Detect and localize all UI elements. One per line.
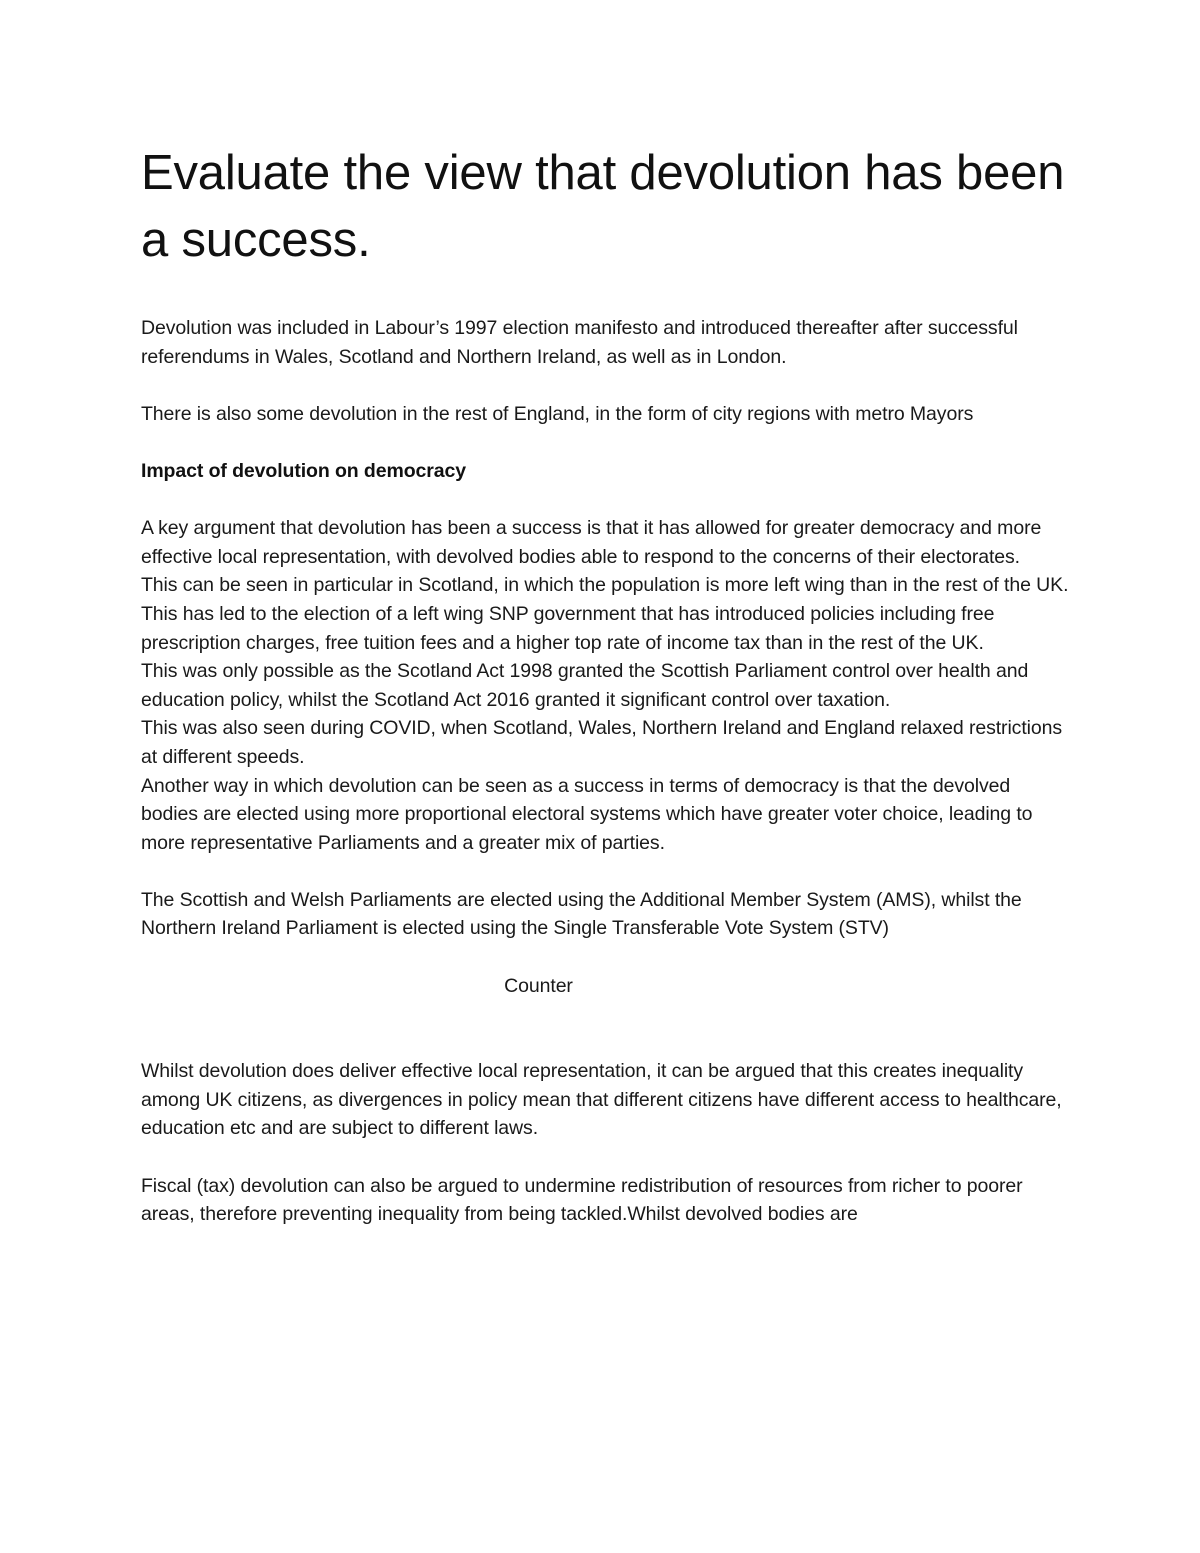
paragraph-ams-stv: The Scottish and Welsh Parliaments are elected using the Additional Member System (AMS), whilst the Northern Ireland Parliament is elected using the Single Transferable Vote System (STV) (141, 888, 1022, 940)
paragraph-electoral-systems: Another way in which devolution can be seen as a success in terms of democracy is that the devolved bodies are elected using more proportional electoral systems which have greater voter choice, leading to more representative Parliaments and a greater mix of parties. (141, 774, 1033, 854)
paragraph-scotland-act: This was only possible as the Scotland Act 1998 granted the Scottish Parliament control over health and education policy, whilst the Scotland Act 2016 granted it significant control over taxation. (141, 660, 1029, 711)
paragraph-scotland-example: This can be seen in particular in Scotland, in which the population is more left wing than in the rest of the UK. This has led to the election of a left wing SNP government that has introduced policies including free prescription charges, free tuition fees and a higher top rate of income tax than in the rest of the UK. (141, 574, 1069, 654)
paragraph-fiscal-devolution: Fiscal (tax) devolution can also be argued to undermine redistribution of resources from richer to poorer areas, therefore preventing inequality from being tackled.Whilst devolved bodies are (141, 1174, 1023, 1226)
paragraph-inequality: Whilst devolution does deliver effective local representation, it can be argued that this creates inequality among UK citizens, as divergences in policy mean that different citizens have different access to healthcare, education etc and are subject to different laws. (141, 1060, 1062, 1140)
counter-label: Counter (504, 974, 573, 997)
intro-paragraph-england: There is also some devolution in the rest of England, in the form of city regions with metro Mayors (141, 402, 974, 425)
document-title: Evaluate the view that devolution has been a success. (141, 146, 1065, 267)
paragraph-key-argument: A key argument that devolution has been a success is that it has allowed for greater democracy and more effective local representation, with devolved bodies able to respond to the concerns of their electorates. (141, 517, 1042, 568)
intro-paragraph-manifesto: Devolution was included in Labour’s 1997 election manifesto and introduced thereafter after successful referendums in Wales, Scotland and Northern Ireland, as well as in London. (141, 317, 1018, 368)
section-heading: Impact of devolution on democracy (141, 459, 467, 482)
document-content (141, 140, 1071, 1229)
paragraph-covid: This was also seen during COVID, when Scotland, Wales, Northern Ireland and England relaxed restrictions at different speeds. (141, 717, 1063, 768)
